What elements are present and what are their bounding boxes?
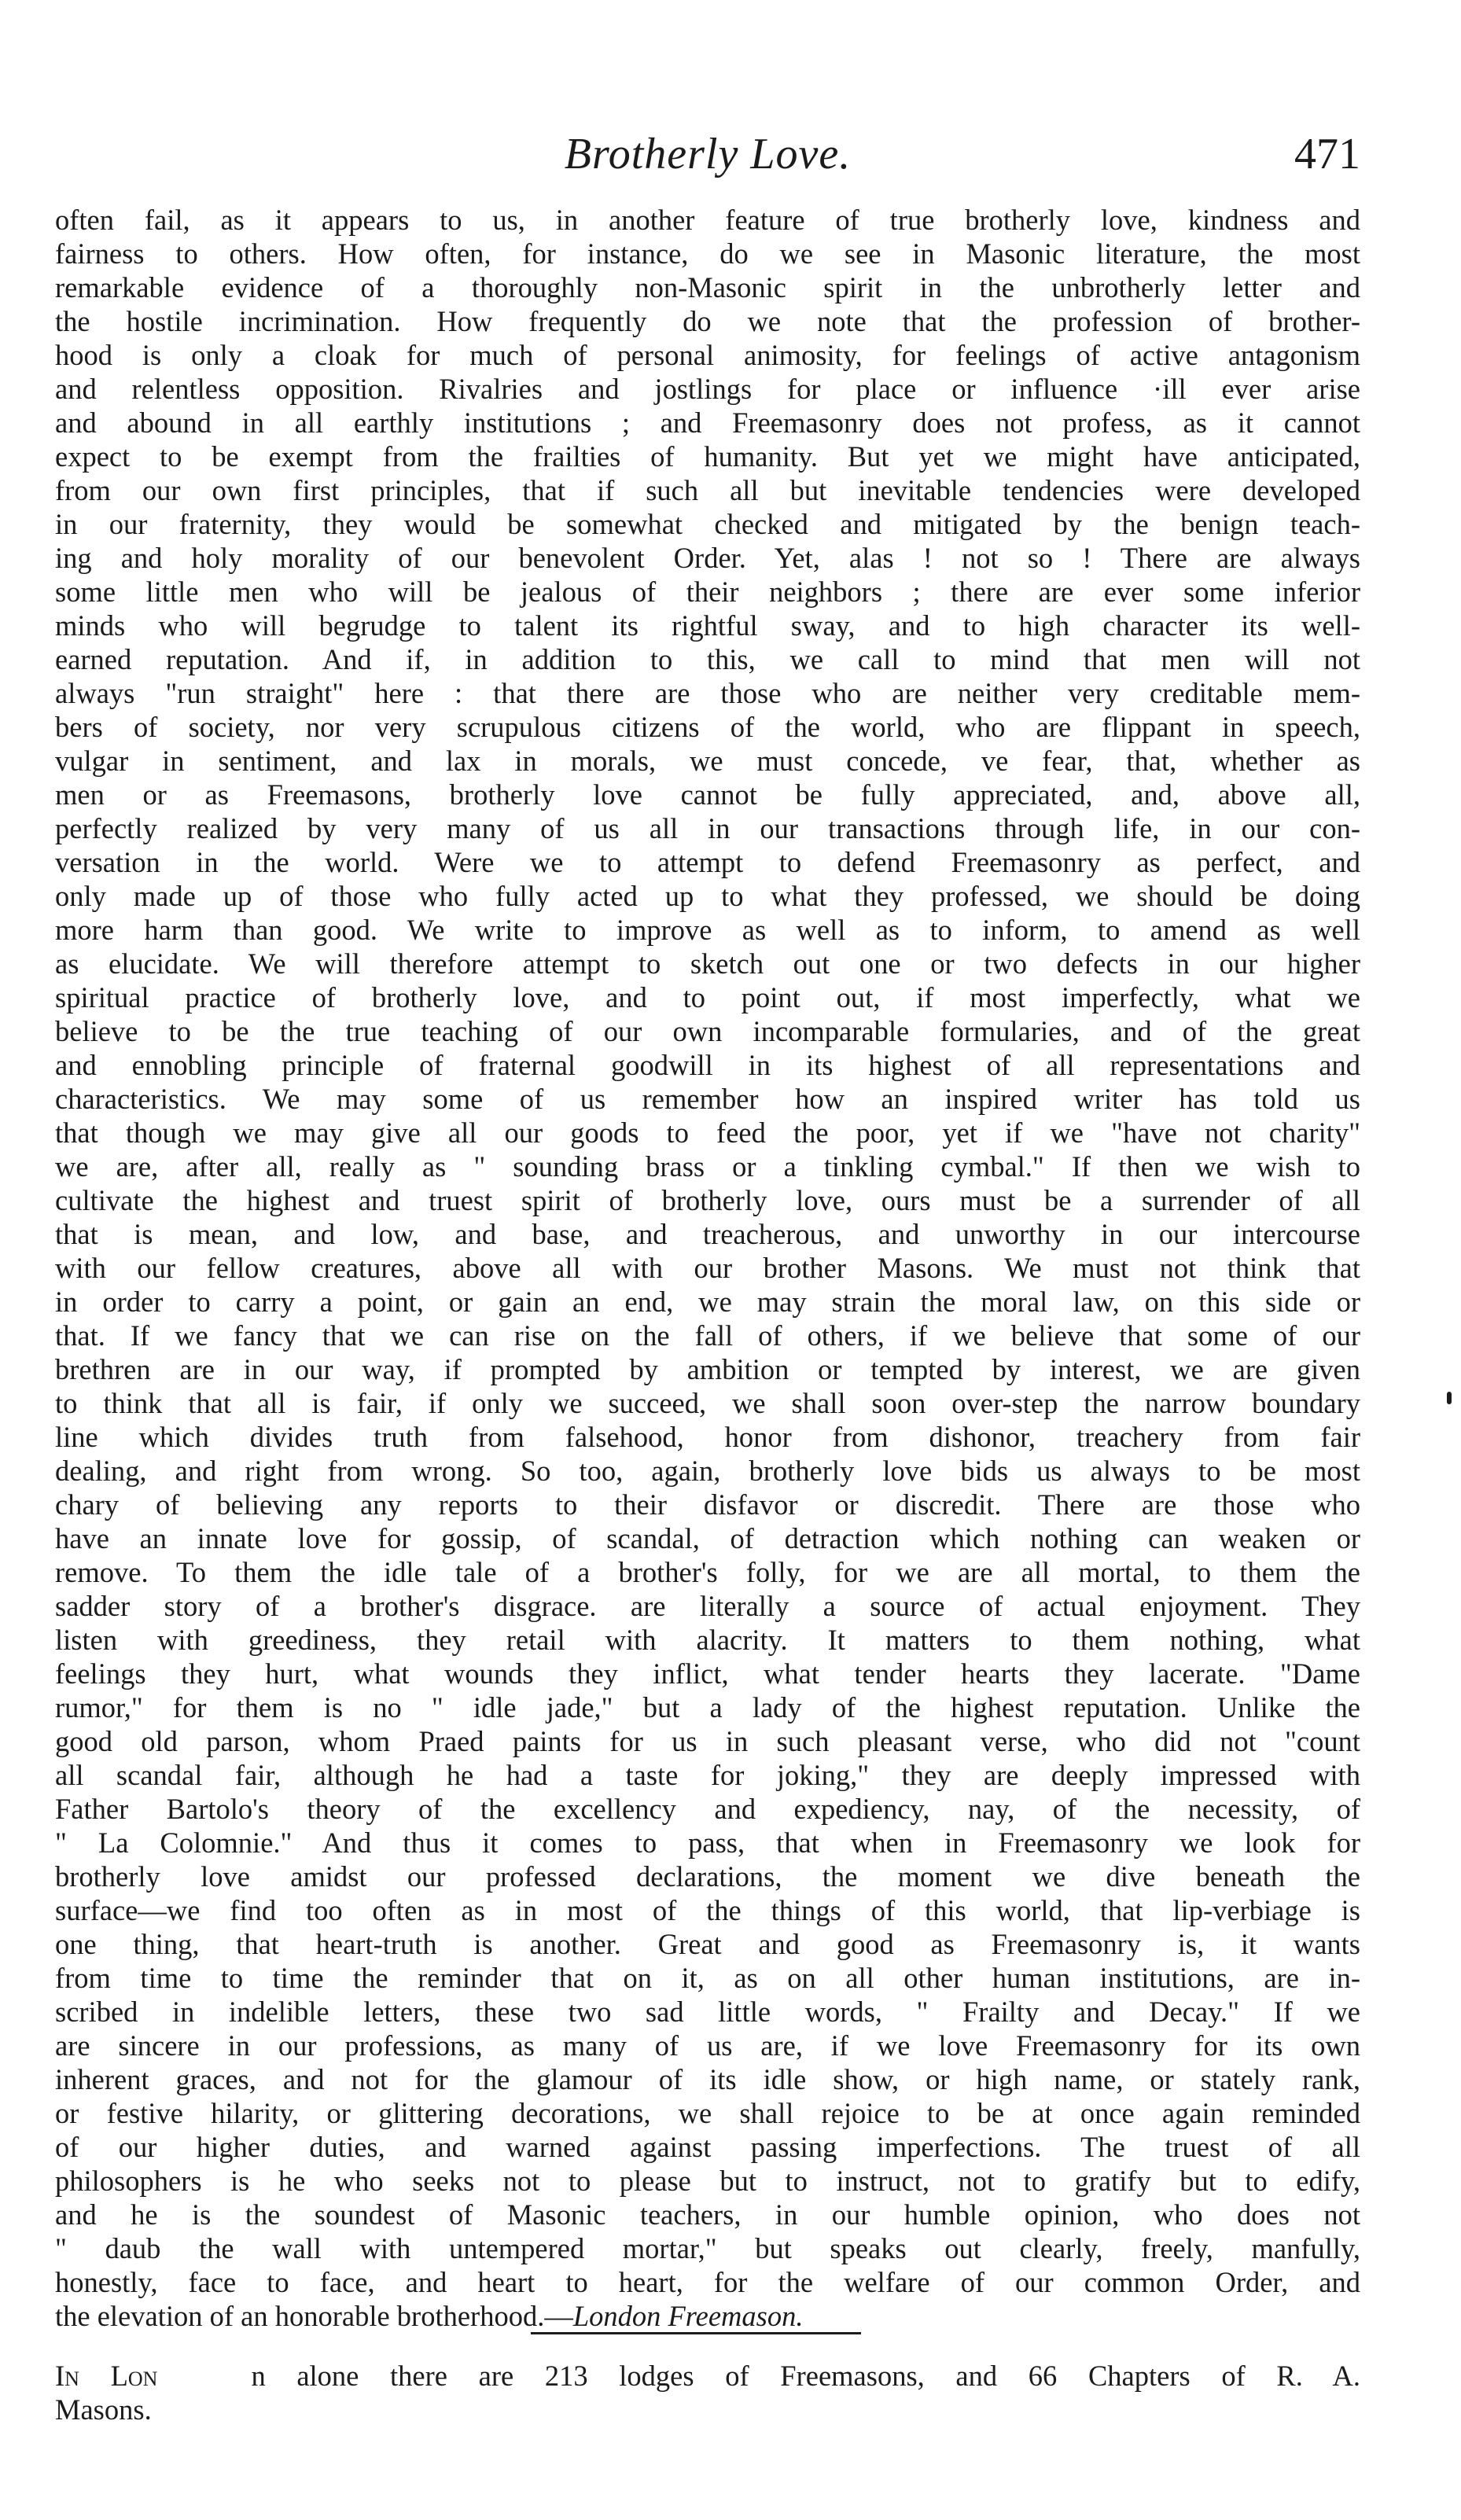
text-line: or festive hilarity, or glittering decorations, we shall rejoice to be at once again reminded bbox=[55, 2097, 1360, 2129]
text-line: with our fellow creatures, above all with our brother Masons. We must not think that bbox=[55, 1252, 1360, 1284]
text-line: we are, after all, really as " sounding brass or a tinkling cymbal." If then we wish to bbox=[55, 1150, 1360, 1183]
text-line: and abound in all earthly institutions ; and Freemasonry does not profess, as it cannot bbox=[55, 407, 1360, 439]
footnote-divider bbox=[531, 2332, 861, 2334]
text-line: to think that all is fair, if only we succeed, we shall soon over-step the narrow boundary bbox=[55, 1387, 1360, 1419]
text-line: sadder story of a brother's disgrace. are literally a source of actual enjoyment. They bbox=[55, 1590, 1360, 1622]
text-line: expect to be exempt from the frailties of humanity. But yet we might have anticipated, bbox=[55, 440, 1360, 473]
text-line: good old parson, whom Praed paints for us in such pleasant verse, who did not "count bbox=[55, 1725, 1360, 1757]
text-line: vulgar in sentiment, and lax in morals, we must concede, ve fear, that, whether as bbox=[55, 745, 1360, 777]
text-line: always "run straight" here : that there are those who are neither very creditable mem- bbox=[55, 677, 1360, 709]
text-line: all scandal fair, although he had a taste for joking," they are deeply impressed with bbox=[55, 1759, 1360, 1791]
text-line: one thing, that heart-truth is another. Great and good as Freemasonry is, it wants bbox=[55, 1928, 1360, 1960]
text-line: only made up of those who fully acted up to what they professed, we should be doing bbox=[55, 880, 1360, 912]
text-line: inherent graces, and not for the glamour of its idle show, or high name, or stately rank, bbox=[55, 2063, 1360, 2095]
text-line: that though we may give all our goods to feed the poor, yet if we "have not charity" bbox=[55, 1117, 1360, 1149]
text-line: philosophers is he who seeks not to please but to instruct, not to gratify but to edify, bbox=[55, 2165, 1360, 2197]
article-body bbox=[55, 203, 1360, 2333]
text-line: line which divides truth from falsehood, honor from dishonor, treachery from fair bbox=[55, 1421, 1360, 1453]
text-line: minds who will begrudge to talent its rightful sway, and to high character its well- bbox=[55, 609, 1360, 642]
footnote-line-1 bbox=[55, 2359, 1360, 2393]
final-line-text: the elevation of an honorable brotherhood.— bbox=[55, 2300, 573, 2332]
text-line: the hostile incrimination. How frequently do we note that the profession of brother- bbox=[55, 305, 1360, 337]
text-line: spiritual practice of brotherly love, and to point out, if most imperfectly, what we bbox=[55, 981, 1360, 1014]
article-final-line bbox=[55, 2299, 1360, 2333]
text-line: Father Bartolo's theory of the excellency and expediency, nay, of the necessity, of bbox=[55, 1793, 1360, 1825]
footnote bbox=[55, 2359, 1360, 2426]
text-line: and he is the soundest of Masonic teachers, in our humble opinion, who does not bbox=[55, 2198, 1360, 2231]
text-line: honestly, face to face, and heart to heart, for the welfare of our common Order, and bbox=[55, 2266, 1360, 2298]
text-line: perfectly realized by very many of us all in our transactions through life, in our con- bbox=[55, 812, 1360, 844]
text-line: some little men who will be jealous of their neighbors ; there are ever some inferior bbox=[55, 576, 1360, 608]
text-line: men or as Freemasons, brotherly love cannot be fully appreciated, and, above all, bbox=[55, 778, 1360, 811]
text-line: more harm than good. We write to improve as well as to inform, to amend as well bbox=[55, 914, 1360, 946]
text-line: bers of society, nor very scrupulous citizens of the world, who are flippant in speech, bbox=[55, 711, 1360, 743]
footnote-lead: In Lon bbox=[55, 2360, 158, 2392]
text-line: cultivate the highest and truest spirit of brotherly love, ours must be a surrender of all bbox=[55, 1184, 1360, 1216]
text-line: fairness to others. How often, for instance, do we see in Masonic literature, the most bbox=[55, 237, 1360, 270]
text-line: ing and holy morality of our benevolent Order. Yet, alas ! not so ! There are always bbox=[55, 542, 1360, 574]
text-line: often fail, as it appears to us, in another feature of true brotherly love, kindness and bbox=[55, 204, 1360, 236]
text-line: brethren are in our way, if prompted by ambition or tempted by interest, we are given bbox=[55, 1353, 1360, 1385]
source-citation: London Freemason. bbox=[572, 2300, 804, 2332]
text-line: characteristics. We may some of us remember how an inspired writer has told us bbox=[55, 1083, 1360, 1115]
text-line: and ennobling principle of fraternal goodwill in its highest of all representations and bbox=[55, 1049, 1360, 1081]
text-line: of our higher duties, and warned against passing imperfections. The truest of all bbox=[55, 2131, 1360, 2163]
footnote-line-1-rest: n alone there are 213 lodges of Freemasons, and 66 Chapters of R. A. bbox=[251, 2360, 1361, 2392]
text-line: listen with greediness, they retail with alacrity. It matters to them nothing, what bbox=[55, 1624, 1360, 1656]
text-line: versation in the world. Were we to attempt to defend Freemasonry as perfect, and bbox=[55, 846, 1360, 878]
text-line: that. If we fancy that we can rise on the fall of others, if we believe that some of our bbox=[55, 1319, 1360, 1352]
text-line: in our fraternity, they would be somewhat checked and mitigated by the benign teach- bbox=[55, 508, 1360, 540]
book-page bbox=[55, 0, 1360, 2520]
text-line: in order to carry a point, or gain an end, we may strain the moral law, on this side or bbox=[55, 1286, 1360, 1318]
text-line: " La Colomnie." And thus it comes to pass, that when in Freemasonry we look for bbox=[55, 1827, 1360, 1859]
running-head bbox=[55, 129, 1360, 184]
running-title: Brotherly Love. bbox=[564, 130, 852, 178]
text-line: and relentless opposition. Rivalries and jostlings for place or influence ·ill ever arise bbox=[55, 373, 1360, 405]
page-number: 471 bbox=[1294, 130, 1360, 178]
text-line: scribed in indelible letters, these two sad little words, " Frailty and Decay." If we bbox=[55, 1996, 1360, 2028]
text-line: believe to be the true teaching of our own incomparable formularies, and of the great bbox=[55, 1015, 1360, 1047]
text-line: rumor," for them is no " idle jade," but a lady of the highest reputation. Unlike the bbox=[55, 1691, 1360, 1724]
text-line: chary of believing any reports to their disfavor or discredit. There are those who bbox=[55, 1488, 1360, 1521]
footnote-line-2: Masons. bbox=[55, 2393, 152, 2426]
text-line: have an innate love for gossip, of scandal, of detraction which nothing can weaken or bbox=[55, 1522, 1360, 1554]
text-line: " daub the wall with untempered mortar," but speaks out clearly, freely, manfully, bbox=[55, 2232, 1360, 2264]
text-line: remarkable evidence of a thoroughly non-Masonic spirit in the unbrotherly letter and bbox=[55, 271, 1360, 304]
text-line: surface—we find too often as in most of the things of this world, that lip-verbiage is bbox=[55, 1894, 1360, 1926]
margin-ink-mark bbox=[1447, 1392, 1452, 1404]
text-line: that is mean, and low, and base, and treacherous, and unworthy in our intercourse bbox=[55, 1218, 1360, 1250]
text-line: hood is only a cloak for much of personal animosity, for feelings of active antagonism bbox=[55, 339, 1360, 371]
text-line: remove. To them the idle tale of a brother's folly, for we are all mortal, to them the bbox=[55, 1556, 1360, 1588]
text-line: earned reputation. And if, in addition to this, we call to mind that men will not bbox=[55, 643, 1360, 675]
text-line: brotherly love amidst our professed declarations, the moment we dive beneath the bbox=[55, 1860, 1360, 1893]
text-line: from time to time the reminder that on it, as on all other human institutions, are in- bbox=[55, 1962, 1360, 1994]
text-line: feelings they hurt, what wounds they inflict, what tender hearts they lacerate. "Dame bbox=[55, 1657, 1360, 1690]
text-line: from our own first principles, that if such all but inevitable tendencies were developed bbox=[55, 474, 1360, 506]
text-line: dealing, and right from wrong. So too, again, brotherly love bids us always to be most bbox=[55, 1455, 1360, 1487]
text-line: are sincere in our professions, as many of us are, if we love Freemasonry for its own bbox=[55, 2029, 1360, 2062]
text-line: as elucidate. We will therefore attempt to sketch out one or two defects in our higher bbox=[55, 947, 1360, 980]
